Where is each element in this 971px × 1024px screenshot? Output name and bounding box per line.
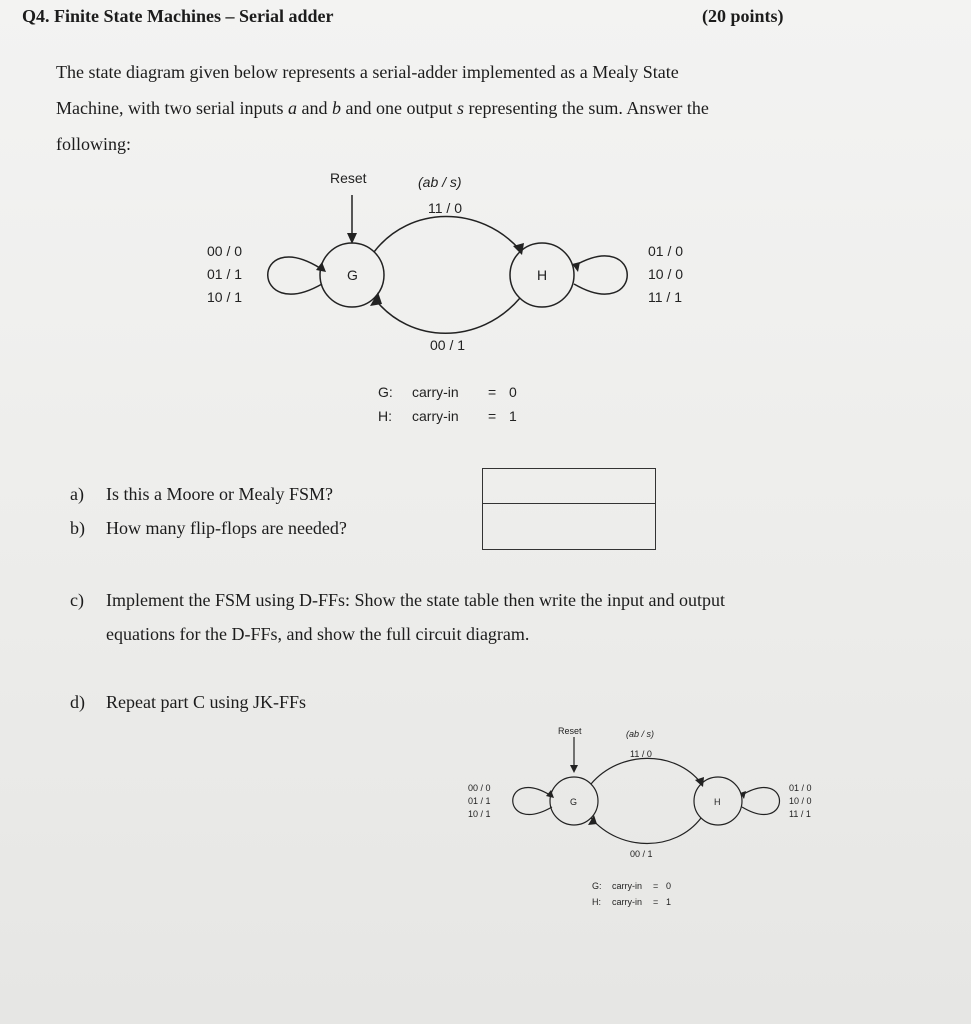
- top-edge-label: 11 / 0: [428, 200, 462, 216]
- small-state-h-label: H: [714, 797, 721, 807]
- transition-g-to-h: [374, 216, 520, 252]
- small-h-loop-3: 11 / 1: [789, 809, 811, 819]
- small-carry-g-eq: =: [653, 881, 659, 891]
- small-carry-h-text: carry-in: [612, 897, 643, 907]
- small-h-loop-1: 01 / 0: [789, 783, 812, 793]
- state-g-label: G: [347, 267, 358, 283]
- g-loop-label-3: 10 / 1: [207, 289, 243, 305]
- small-carry-g-value: 0: [666, 881, 672, 891]
- small-top-edge-label: 11 / 0: [630, 749, 652, 759]
- small-carry-g-state: G:: [592, 881, 602, 891]
- reset-label: Reset: [330, 170, 367, 186]
- question-c-continued: equations for the D-FFs, and show the full circuit diagram.: [106, 624, 530, 644]
- question-a: a) Is this a Moore or Mealy FSM?: [70, 484, 333, 504]
- carry-g-state: G:: [378, 384, 393, 400]
- state-diagram-small: [440, 715, 870, 925]
- answer-box-a[interactable]: [482, 468, 656, 504]
- small-reset-label: Reset: [558, 726, 582, 736]
- carry-g-text: carry-in: [412, 384, 459, 400]
- small-state-g-label: G: [570, 797, 578, 807]
- transition-h-to-g: [374, 298, 520, 333]
- h-loop-label-1: 01 / 0: [648, 243, 684, 259]
- carry-h-state: H:: [378, 408, 392, 424]
- intro-line-2: Machine, with two serial inputs a and b and one output s representing the sum. Answer the: [56, 98, 709, 118]
- carry-g-eq: =: [488, 384, 497, 400]
- self-loop-h: [574, 256, 627, 294]
- intro-line-1: The state diagram given below represents a serial-adder implemented as a Mealy State: [56, 62, 679, 82]
- legend-label: (ab / s): [418, 174, 462, 190]
- question-title: Q4. Finite State Machines – Serial adder: [22, 6, 334, 26]
- small-carry-h-value: 1: [666, 897, 672, 907]
- g-loop-label-1: 00 / 0: [207, 243, 243, 259]
- small-h-loop-2: 10 / 0: [789, 796, 812, 806]
- small-g-loop-3: 10 / 1: [468, 809, 491, 819]
- question-c: c) Implement the FSM using D-FFs: Show the state table then write the input and output: [70, 590, 725, 610]
- small-carry-g-text: carry-in: [612, 881, 643, 891]
- small-bottom-edge-label: 00 / 1: [630, 849, 653, 859]
- small-g-loop-1: 00 / 0: [468, 783, 491, 793]
- question-b: b) How many flip-flops are needed?: [70, 518, 347, 538]
- points-label: (20 points): [702, 6, 784, 26]
- h-loop-label-3: 11 / 1: [648, 289, 682, 305]
- question-d: d) Repeat part C using JK-FFs: [70, 692, 306, 712]
- self-loop-g: [268, 257, 322, 294]
- intro-line-3: following:: [56, 134, 131, 154]
- g-loop-label-2: 01 / 1: [207, 266, 243, 282]
- small-legend-label: (ab / s): [626, 729, 655, 739]
- bottom-edge-label: 00 / 1: [430, 337, 466, 353]
- carry-h-value: 1: [509, 408, 517, 424]
- state-h-label: H: [537, 267, 548, 283]
- state-diagram-main: [0, 0, 971, 470]
- carry-g-value: 0: [509, 384, 517, 400]
- small-g-loop-2: 01 / 1: [468, 796, 491, 806]
- small-carry-h-state: H:: [592, 897, 601, 907]
- carry-h-eq: =: [488, 408, 497, 424]
- answer-box-b[interactable]: [482, 503, 656, 550]
- h-loop-label-2: 10 / 0: [648, 266, 684, 282]
- small-carry-h-eq: =: [653, 897, 659, 907]
- carry-h-text: carry-in: [412, 408, 459, 424]
